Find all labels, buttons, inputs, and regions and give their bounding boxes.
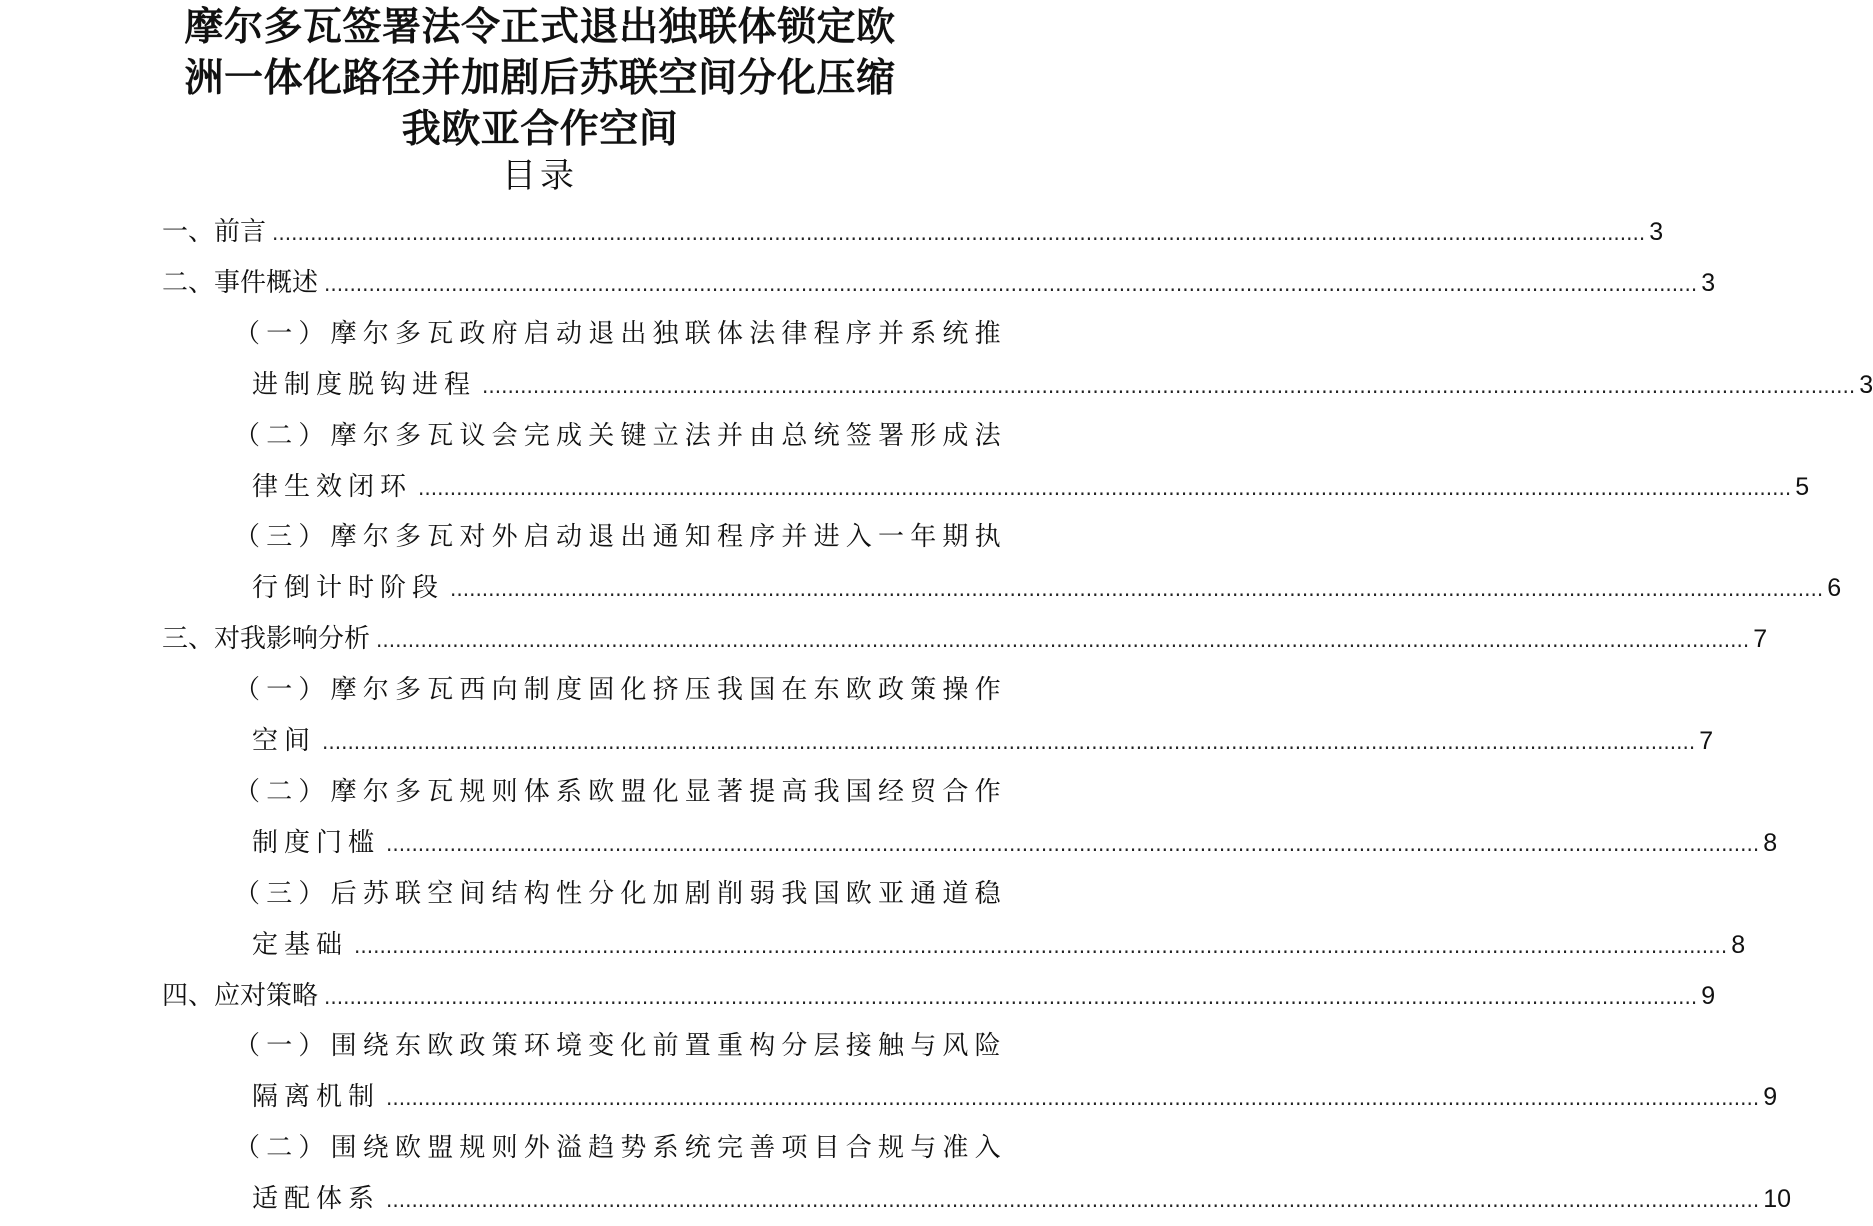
toc-subentry-line-2[interactable]	[252, 920, 1746, 971]
toc-page-number: 5	[1795, 472, 1810, 501]
toc-page-number: 7	[1753, 625, 1768, 654]
toc-subentry-line-2[interactable]	[252, 716, 1714, 767]
toc-leader-dots	[322, 717, 1695, 768]
toc-leader-dots	[354, 921, 1727, 972]
toc-subentry-line-2[interactable]	[252, 818, 1778, 869]
toc-subentry-title-cont: 制度门槛	[252, 827, 381, 858]
toc-subentry-line-1[interactable]: （二）摩尔多瓦议会完成关键立法并由总统签署形成法	[234, 420, 1007, 451]
toc-subentry-line-1[interactable]: （三）后苏联空间结构性分化加剧削弱我国欧亚通道稳	[234, 878, 1007, 909]
toc-page-number: 9	[1763, 1083, 1778, 1112]
toc-page-number: 8	[1731, 930, 1746, 959]
toc-subentry-title-cont: 进制度脱钩进程	[252, 369, 477, 400]
toc-page-number: 8	[1763, 828, 1778, 857]
toc-entry-title: 四、应对策略	[162, 980, 319, 1011]
toc-subentry-title-cont: 隔离机制	[252, 1082, 381, 1113]
toc-subentry-title-cont: 空间	[252, 726, 317, 756]
toc-subentry-title-cont: 定基础	[252, 929, 349, 960]
toc-page-number: 3	[1649, 218, 1664, 246]
toc-leader-dots	[324, 972, 1697, 1023]
toc-subentry-title-cont: 行倒计时阶段	[252, 573, 445, 604]
toc-entry[interactable]	[162, 614, 1768, 665]
toc-leader-dots	[418, 463, 1791, 514]
toc-entry[interactable]	[162, 258, 1716, 309]
toc-subentry-line-1[interactable]: （一）围绕东欧政策环境变化前置重构分层接触与风险	[234, 1031, 1007, 1062]
toc-subentry-line-1[interactable]: （三）摩尔多瓦对外启动退出通知程序并进入一年期执	[234, 522, 1007, 553]
toc-entry-title: 一、前言	[162, 217, 267, 247]
toc-subentry-title-cont: 适配体系	[252, 1184, 381, 1215]
title-line-1: 摩尔多瓦签署法令正式退出独联体锁定欧	[184, 5, 896, 50]
toc-entry-title: 二、事件概述	[162, 267, 319, 298]
title-line-2: 洲一体化路径并加剧后苏联空间分化压缩	[184, 56, 896, 101]
toc-entry[interactable]	[162, 971, 1716, 1022]
toc-leader-dots	[324, 259, 1697, 310]
toc-leader-dots	[386, 1073, 1759, 1124]
title-line-3: 我欧亚合作空间	[401, 107, 679, 152]
toc-subentry-line-2[interactable]	[252, 1072, 1778, 1123]
toc-subentry-title-cont: 律生效闭环	[252, 471, 413, 502]
toc-page-number: 7	[1699, 727, 1714, 755]
toc-leader-dots	[386, 1175, 1759, 1226]
toc-page-number: 9	[1701, 981, 1716, 1010]
toc-leader-dots	[386, 819, 1759, 870]
toc-entry-title: 三、对我影响分析	[162, 624, 371, 655]
toc-leader-dots	[482, 361, 1855, 412]
toc-page-number: 3	[1701, 268, 1716, 297]
toc-subentry-line-1[interactable]: （一）摩尔多瓦政府启动退出独联体法律程序并系统推	[234, 318, 1007, 349]
toc-page-number: 6	[1827, 574, 1842, 603]
toc-page-number: 3	[1859, 370, 1873, 399]
toc-entry[interactable]	[162, 207, 1664, 258]
toc-subentry-line-2[interactable]	[252, 462, 1810, 513]
toc-leader-dots	[272, 208, 1645, 259]
document-title	[150, 2, 930, 155]
toc-subentry-line-2[interactable]	[252, 1174, 1792, 1225]
toc-leader-dots	[376, 615, 1749, 666]
toc-page-number: 10	[1763, 1185, 1792, 1214]
toc-heading: 目录	[502, 156, 578, 196]
toc-subentry-line-1[interactable]: （一）摩尔多瓦西向制度固化挤压我国在东欧政策操作	[234, 675, 1007, 706]
toc-subentry-line-1[interactable]: （二）摩尔多瓦规则体系欧盟化显著提高我国经贸合作	[234, 776, 1007, 807]
toc-subentry-line-2[interactable]	[252, 563, 1842, 614]
toc-subentry-line-1[interactable]: （二）围绕欧盟规则外溢趋势系统完善项目合规与准入	[234, 1133, 1007, 1164]
toc-subentry-line-2[interactable]	[252, 360, 1873, 411]
toc-leader-dots	[450, 564, 1823, 615]
